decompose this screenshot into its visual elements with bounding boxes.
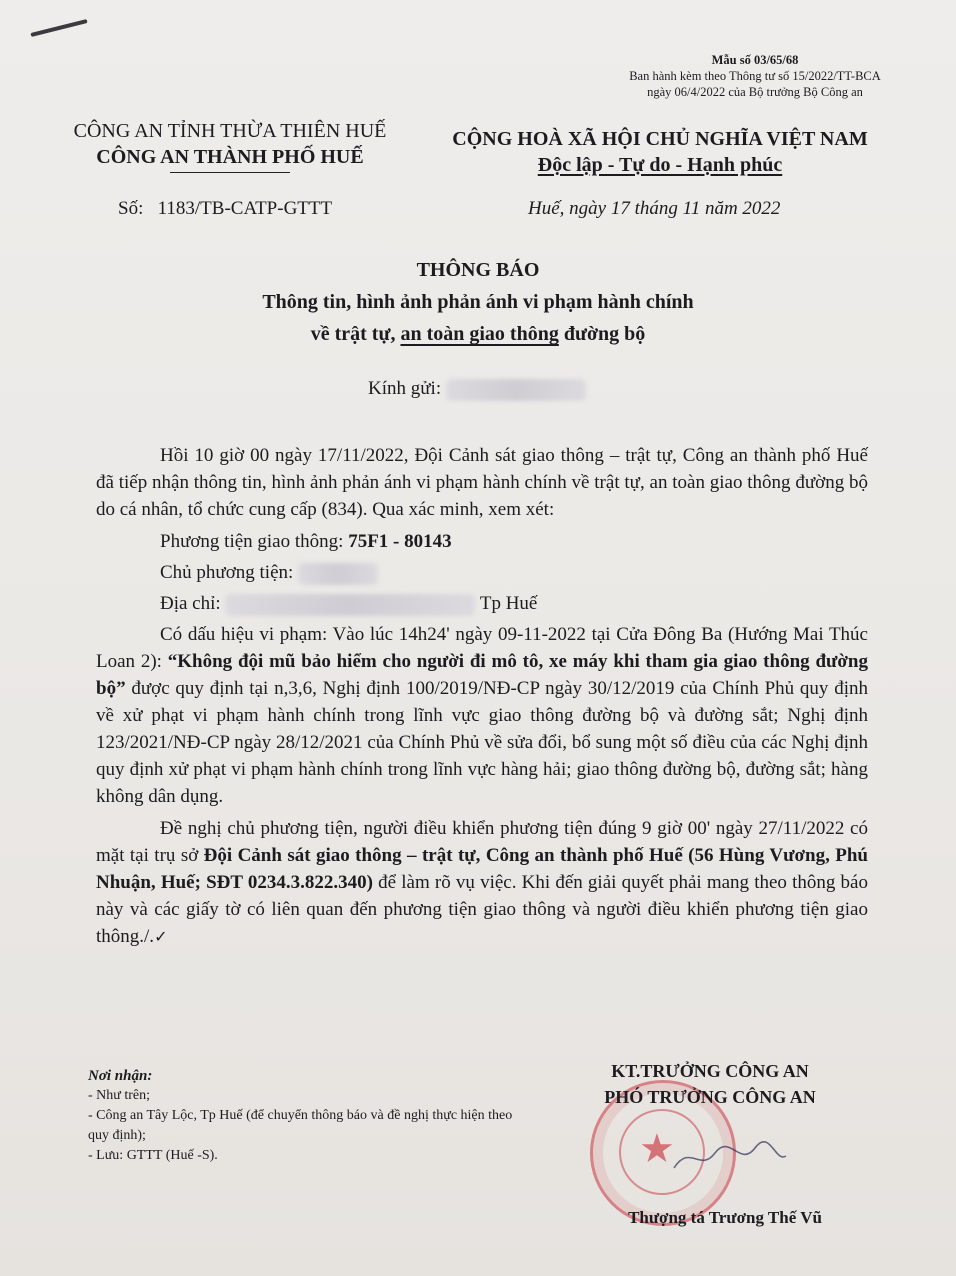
signer-name: Thượng tá Trương Thế Vũ (628, 1208, 822, 1227)
agency-name: CÔNG AN THÀNH PHỐ HUẾ (96, 146, 364, 168)
paragraph-request (96, 815, 868, 951)
title-line2-a: về trật tự, (310, 323, 401, 345)
check-mark-icon: ✓ (154, 929, 168, 946)
title-line2 (0, 318, 956, 350)
recipient-label: Kính gửi: (368, 378, 442, 399)
signature-line2: PHÓ TRƯỞNG CÔNG AN (604, 1087, 816, 1107)
recipient-item: - Công an Tây Lộc, Tp Huế (để chuyển thông báo và đề nghị thực hiện theo quy định); (88, 1108, 513, 1143)
document-number-value: 1183/TB-CATP-GTTT (157, 198, 333, 219)
redacted-recipient (446, 379, 586, 401)
vehicle-line (96, 528, 868, 555)
owner-label: Chủ phương tiện: (160, 562, 294, 583)
address-label: Địa chỉ: (160, 593, 221, 614)
redacted-address (225, 594, 475, 616)
title-line2-b: an toàn giao thông (400, 323, 559, 345)
recipients-block (88, 1066, 518, 1166)
document-number (118, 198, 332, 220)
pen-mark (30, 19, 87, 37)
paragraph-violation (96, 621, 868, 810)
owner-line (96, 559, 868, 586)
recipients-heading: Nơi nhận: (88, 1068, 153, 1084)
notice-title (0, 254, 956, 350)
title-line1: Thông tin, hình ảnh phản ánh vi phạm hành chính (262, 291, 694, 313)
recipient-item: - Lưu: GTTT (Huế -S). (88, 1148, 218, 1163)
notice-body (96, 442, 868, 956)
vehicle-label: Phương tiện giao thông: (160, 531, 349, 552)
place-date: Huế, ngày 17 tháng 11 năm 2022 (528, 198, 781, 219)
paragraph-intro: Hồi 10 giờ 00 ngày 17/11/2022, Đội Cảnh sát giao thông – trật tự, Công an thành phố Huế đã tiếp nhận thông tin, hình ảnh phản ánh vi phạm hành chính về trật tự, an toàn giao thông đường bộ do cá nhân, tổ chức cung cấp (834). Qua xác minh, xem xét: (96, 445, 868, 520)
nation-motto: Độc lập - Tự do - Hạnh phúc (537, 154, 783, 176)
form-issued-date: ngày 06/4/2022 của Bộ trưởng Bộ Công an (647, 85, 863, 99)
title-line2-c: đường bộ (558, 323, 646, 345)
recipient-item: - Như trên; (88, 1088, 151, 1103)
redacted-owner (298, 563, 378, 585)
vehicle-plate: 75F1 - 80143 (348, 531, 452, 552)
address-city: Tp Huế (479, 593, 538, 614)
request-rest: để làm rõ vụ việc. Khi đến giải quyết phải mang theo thông báo này và các giấy tờ có liên quan đến phương tiện giao thông và người điều khiển phương tiện giao thông./. (96, 872, 868, 947)
nation-header (430, 126, 890, 178)
agency-header (40, 118, 420, 173)
agency-parent: CÔNG AN TỈNH THỪA THIÊN HUẾ (73, 120, 387, 142)
form-number: Mẫu số 03/65/68 (711, 53, 799, 67)
star-icon: ★ (639, 1126, 675, 1171)
request-intro: Đề nghị chủ phương tiện, người điều khiển phương tiện đúng 9 giờ 00' ngày 27/11/2022 có mặt tại trụ sở (96, 818, 868, 866)
document-number-label: Số: (118, 198, 144, 219)
form-issued-with: Ban hành kèm theo Thông tư số 15/2022/TT-BCA (629, 69, 881, 83)
signature-line1: KT.TRƯỞNG CÔNG AN (611, 1061, 809, 1081)
form-reference (590, 52, 920, 100)
recipient-line (368, 378, 586, 401)
violation-intro: Có dấu hiệu vi phạm: Vào lúc 14h24' ngày 09-11-2022 tại Cửa Đông Ba (Hướng Mai Thúc Loan 2): (96, 624, 868, 672)
title-main: THÔNG BÁO (416, 259, 540, 281)
handwritten-signature (670, 1138, 790, 1180)
signature-header (560, 1058, 860, 1110)
agency-underline (170, 172, 290, 173)
violation-legal-basis: được quy định tại n,3,6, Nghị định 100/2019/NĐ-CP ngày 30/12/2019 của Chính Phủ quy định về xử phạt vi phạm hành chính trong lĩnh vực giao thông đường bộ và đường sắt; Nghị định 123/2021/NĐ-CP ngày 28/12/2021 của Chính Phủ về sửa đổi, bổ sung một số điều của các Nghị định quy định xử phạt vi phạm hành chính trong lĩnh vực hàng hải; giao thông đường bộ, đường sắt; hàng không dân dụng. (96, 678, 868, 807)
request-office: Đội Cảnh sát giao thông – trật tự, Công an thành phố Huế (56 Hùng Vương, Phú Nhuận, Huế; SĐT 0234.3.822.340) (96, 845, 868, 893)
nation-name: CỘNG HOÀ XÃ HỘI CHỦ NGHĨA VIỆT NAM (452, 128, 868, 150)
violation-description: “Không đội mũ bảo hiểm cho người đi mô tô, xe máy khi tham gia giao thông đường bộ” (96, 651, 868, 699)
address-line (96, 590, 868, 617)
